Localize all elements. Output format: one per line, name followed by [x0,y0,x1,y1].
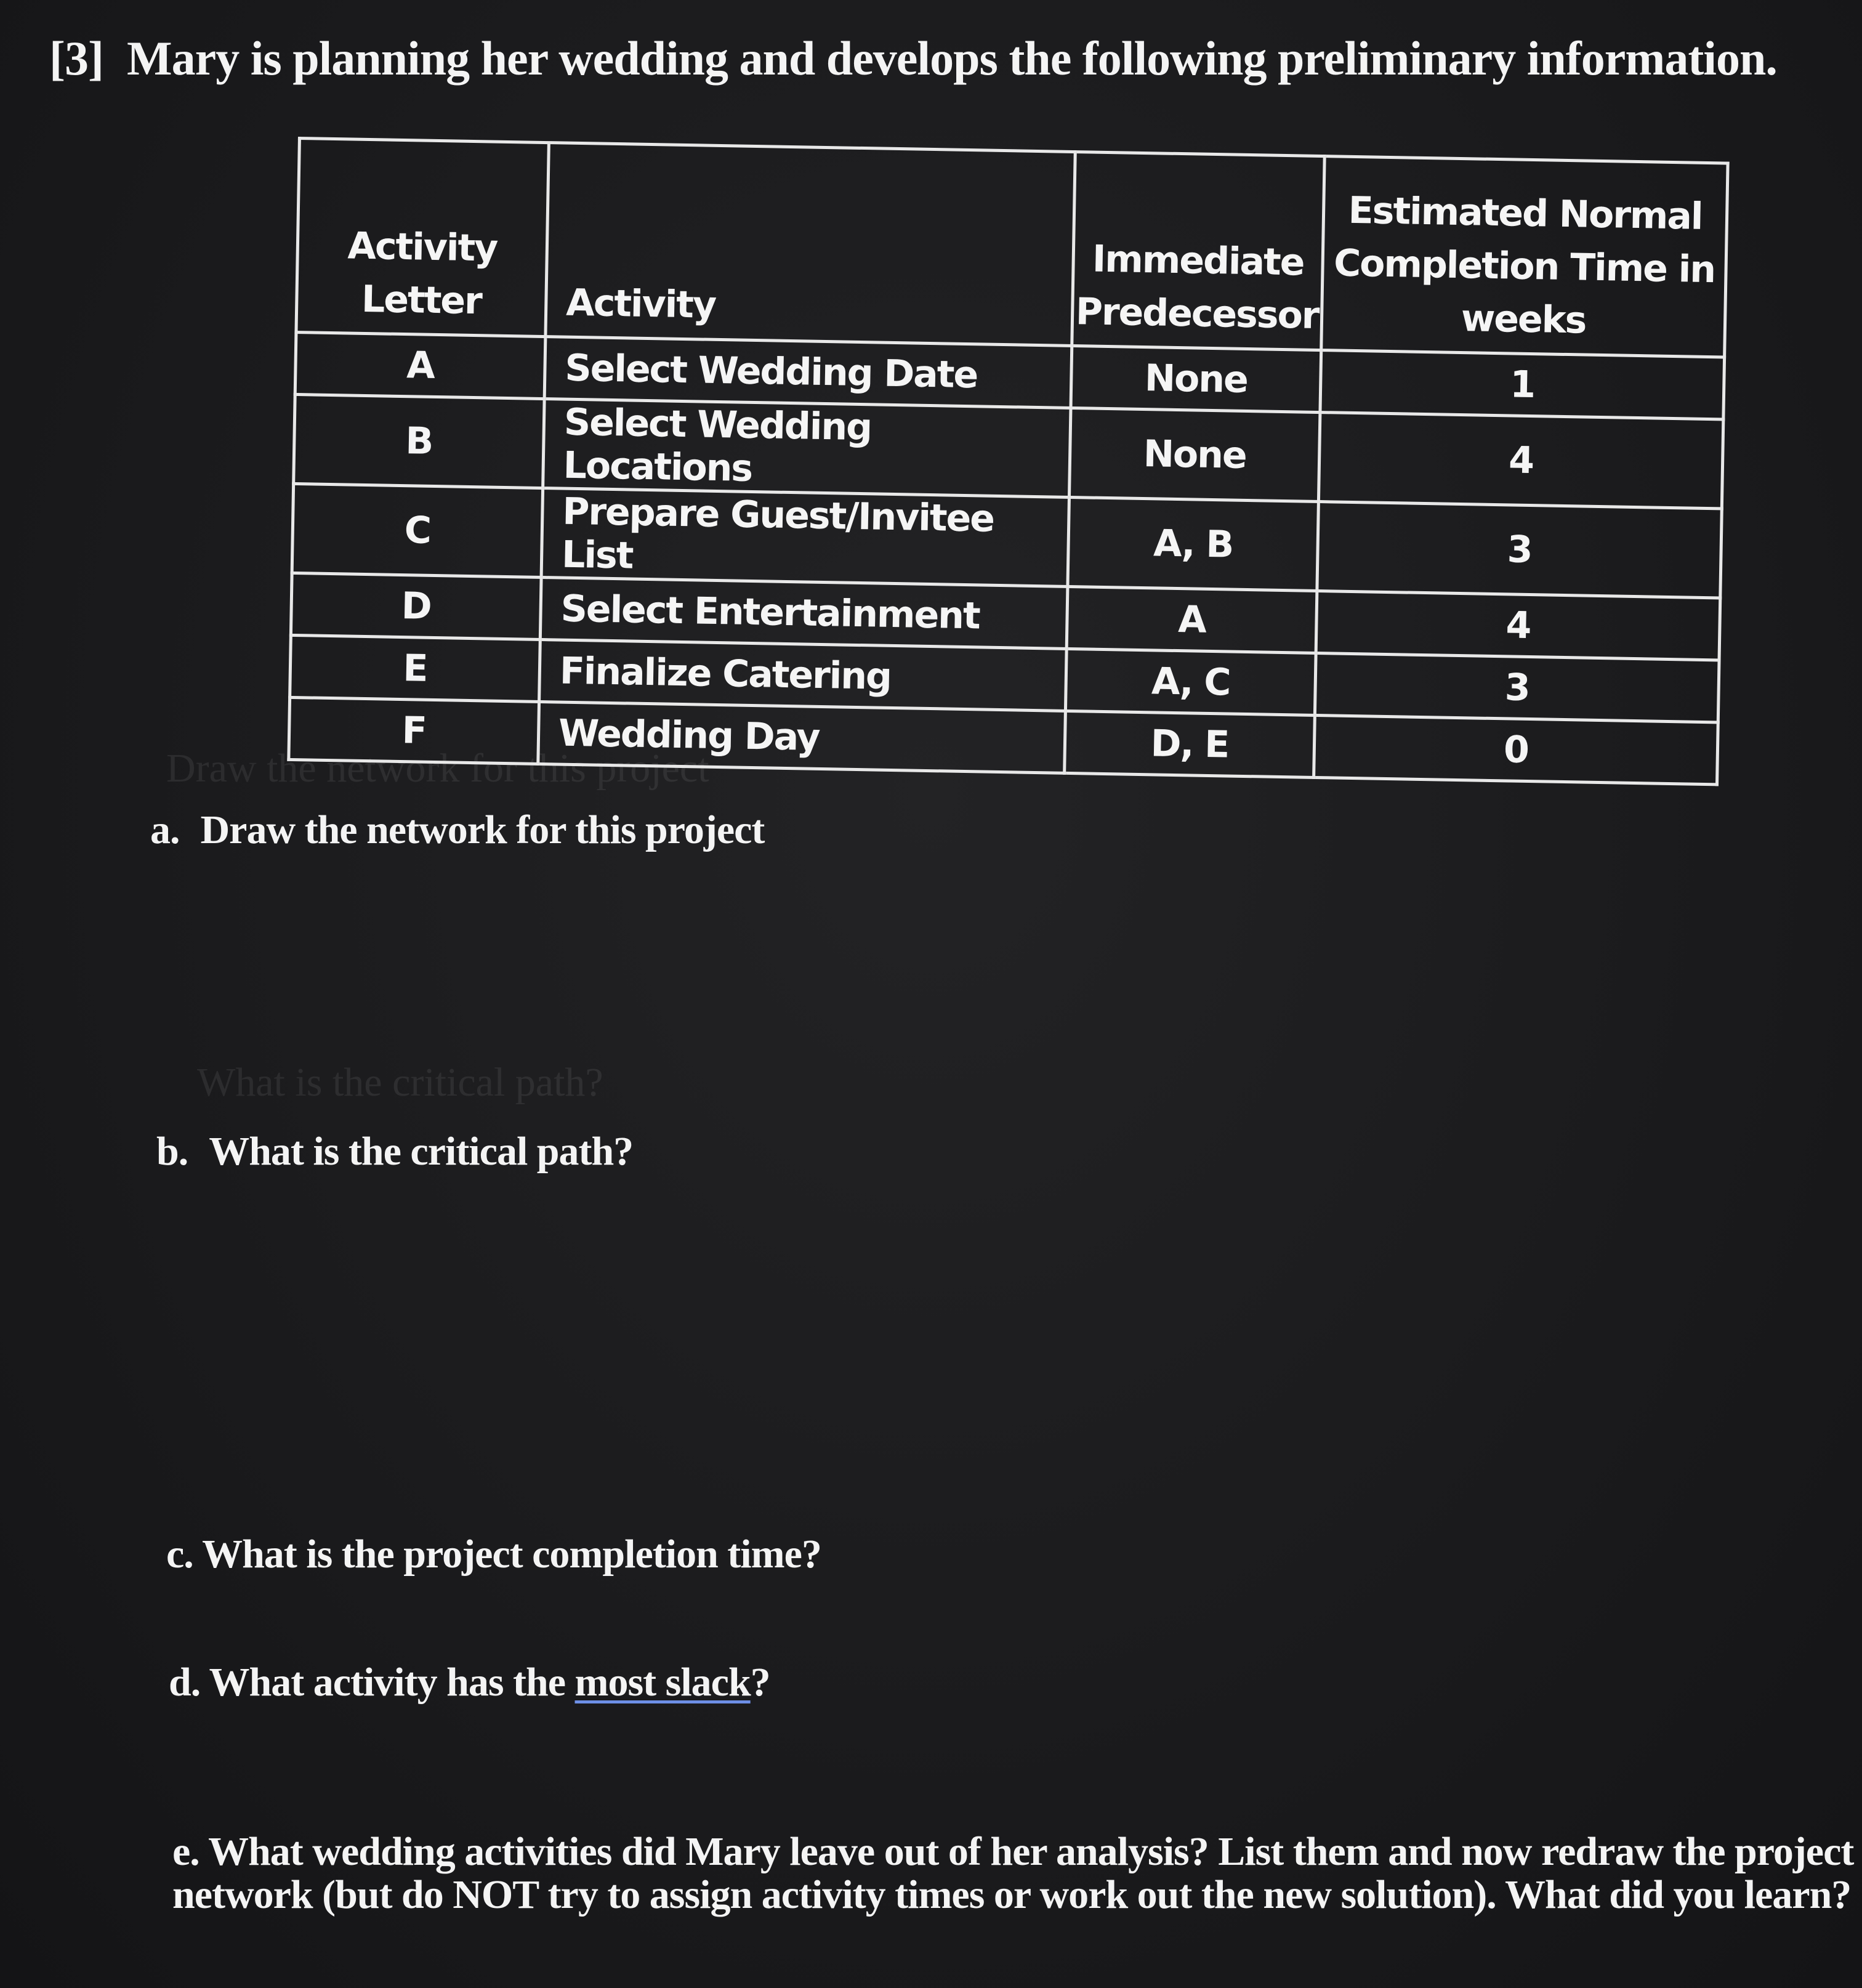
cell-activity: Prepare Guest/Invitee List [541,488,1069,587]
cell-predecessor: None [1069,408,1320,501]
cell-activity: Wedding Day [538,701,1066,773]
ghost-text-a: Draw the network for this project [166,746,709,791]
cell-letter: B [294,394,544,488]
question-b-text: What is the critical path? [209,1129,634,1174]
header-activity: Activity [546,143,1075,346]
cell-activity: Finalize Catering [539,639,1067,711]
cell-predecessor: A, B [1068,497,1318,591]
problem-text: Mary is planning her wedding and develops the following preliminary information. [126,31,1777,85]
cell-activity: Select Wedding Date [544,337,1072,408]
table-header-row [296,139,1728,357]
cell-letter: A [295,332,546,398]
problem-statement [49,31,1777,86]
question-a [150,807,764,854]
question-a-label: a. [150,807,180,852]
cell-predecessor: D, E [1065,711,1315,777]
cell-time: 4 [1316,591,1720,660]
question-e-text: e. What wedding activities did Mary leave out of her analysis? List them and now redraw the project network (but do NOT try to assign activity times or work out the new solution). What did you learn? [172,1829,1854,1917]
header-completion-time: Estimated Normal Completion Time in weeks [1321,156,1728,357]
cell-letter: E [290,635,541,701]
cell-predecessor: A, C [1065,649,1316,715]
ghost-text-b: What is the critical path? [197,1060,603,1105]
cell-time: 0 [1314,715,1719,784]
question-e [172,1830,1862,1917]
question-b-label: b. [156,1129,188,1174]
header-immediate-predecessor: Immediate Predecessor [1072,152,1324,350]
question-d-suffix: ? [750,1660,770,1705]
cell-time: 1 [1320,350,1725,419]
question-c [166,1531,821,1578]
problem-number: [3] [49,31,103,85]
question-b [156,1128,633,1175]
cell-activity: Select Entertainment [540,578,1068,649]
cell-time: 3 [1315,653,1719,722]
cell-activity: Select Wedding Locations [543,399,1071,498]
cell-time: 3 [1317,502,1722,598]
cell-time: 4 [1318,413,1723,509]
cell-letter: D [291,573,541,639]
question-d-prefix: d. What activity has the [169,1660,575,1705]
cell-letter: F [289,697,539,764]
cell-predecessor: A [1066,586,1317,653]
cell-letter: C [292,483,542,577]
question-d [169,1659,770,1706]
header-activity-letter: Activity Letter [296,139,549,337]
question-d-emphasis: most slack [574,1660,751,1705]
question-c-text: c. What is the project completion time? [166,1532,821,1577]
question-a-text: Draw the network for this project [200,807,765,852]
cell-predecessor: None [1071,345,1321,412]
activity-table [287,137,1729,786]
